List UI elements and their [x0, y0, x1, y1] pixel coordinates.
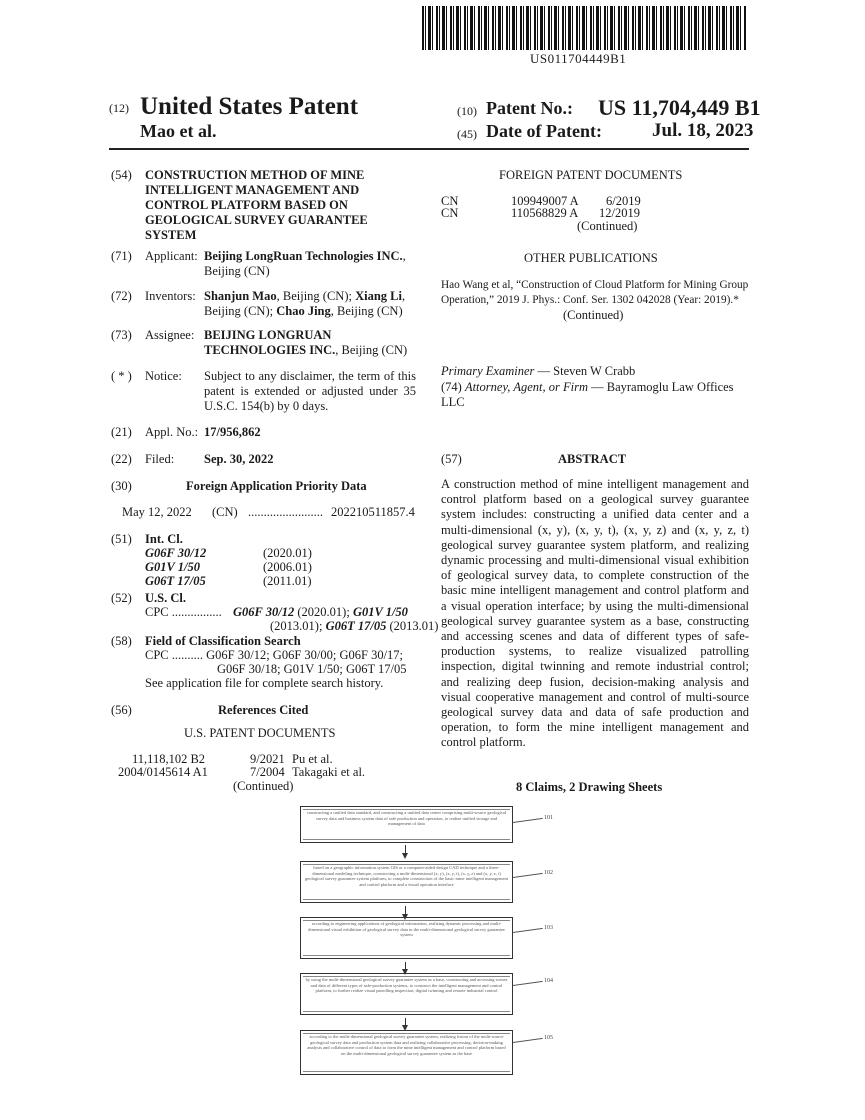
attorney-name: — Bayramoglu Law Offices LLC: [441, 380, 734, 409]
claims-summary: 8 Claims, 2 Drawing Sheets: [516, 780, 663, 794]
inventor-1-loc: , Beijing (CN);: [276, 289, 356, 303]
notice-label: Notice:: [145, 369, 182, 383]
code-51: (51): [111, 532, 132, 546]
int-cl-1: G06F 30/12: [145, 546, 207, 560]
inventor-3: Chao Jing: [276, 304, 331, 318]
attorney-label: Attorney, Agent, or Firm: [464, 380, 588, 394]
applicant-name: Beijing LongRuan Technologies INC.: [204, 249, 403, 263]
assignee-label: Assignee:: [145, 328, 195, 342]
ref-2-inventor: Takagaki et al.: [292, 765, 366, 779]
foreign-2-date: 12/2019: [599, 206, 640, 220]
int-cl-1-year: (2020.01): [263, 546, 312, 560]
foreign-1-cc: CN: [441, 194, 459, 208]
date-label: Date of Patent:: [486, 121, 602, 141]
ref-num-103: 103: [544, 925, 553, 931]
inventors-label: Inventors:: [145, 289, 196, 303]
code-54: (54): [111, 168, 132, 182]
arrow-down-icon: [405, 1018, 406, 1029]
us-cl-c3: G06T 17/05: [325, 619, 387, 633]
examiner-name: — Steven W Crabb: [534, 364, 636, 378]
examiner: [441, 364, 635, 379]
leader-line: [513, 928, 543, 933]
foreign-1-date: 6/2019: [606, 194, 641, 208]
other-pub-text: Hao Wang et al, “Construction of Cloud Platform for Mining Group Operation,” 2019 J. Phys.: Conf. Ser. 1302 042028 (Year: 2019).*: [441, 279, 749, 306]
int-cl-3-year: (2011.01): [263, 574, 312, 588]
us-cl-c1: G06F 30/12: [233, 605, 295, 619]
flow-box-105: according to the multi-dimensional geological survey guarantee system, realizing fusion of the multi-source geological survey data and production system data and realizing collaborative processing, decision-making analysis and collaborative control of data to form the mine intelligent management and control platform based on the multi-dimensional geological survey guarantee system as the base: [300, 1030, 513, 1075]
leader-line: [513, 818, 543, 823]
ref-num-105: 105: [544, 1035, 553, 1041]
flow-box-102: based on a geographic information system GIS or a computer-aided design CAD technique and a three-dimensional modeling technique, constructing a multi-dimensional (x, y), (x, y, t), (x, y, z) and (x, y, z, t) geological survey guarantee system platform, to complete construction of the basic mine intelligent management and control platform and a visual operation interface: [300, 861, 513, 903]
search-label: Field of Classification Search: [145, 634, 301, 648]
leader-line: [513, 1038, 543, 1043]
us-cl-line2: [270, 619, 438, 634]
us-cl-cpc: CPC ................: [145, 605, 222, 619]
flow-box-103: according to engineering applications of geological information, realizing dynamic processing and multi-dimensional visual exhibition of geological survey data in the multi-dimensional geological survey guarantee system: [300, 917, 513, 959]
invention-title: CONSTRUCTION METHOD OF MINE INTELLIGENT MANAGEMENT AND CONTROL PLATFORM BASED ON GEOLOGICAL SURVEY GUARANTEE SYSTEM: [145, 168, 368, 242]
int-cl-2-year: (2006.01): [263, 560, 312, 574]
us-cl-y1: (2020.01);: [294, 605, 353, 619]
inventor-1: Shanjun Mao: [204, 289, 277, 303]
barcode-number: US011704449B1: [530, 51, 627, 66]
us-cl-label: U.S. Cl.: [145, 591, 186, 605]
priority-number: 202210511857.4: [331, 505, 415, 519]
int-cl-2: G01V 1/50: [145, 560, 200, 574]
abstract-heading: ABSTRACT: [558, 452, 627, 466]
code-30: (30): [111, 479, 132, 493]
inventor-3-loc: , Beijing (CN): [330, 304, 403, 318]
assignee: [204, 328, 418, 358]
search-cpc: CPC .......... G06F 30/12; G06F 30/00; G06F 30/17;: [145, 648, 404, 662]
code-10: (10): [457, 104, 477, 118]
code-73: (73): [111, 328, 132, 342]
assignee-location: , Beijing (CN): [335, 343, 408, 357]
code-71: (71): [111, 249, 132, 263]
code-22: (22): [111, 452, 132, 466]
foreign-heading: FOREIGN PATENT DOCUMENTS: [499, 168, 683, 182]
search-line3: See application file for complete search history.: [145, 676, 384, 690]
other-pub-heading: OTHER PUBLICATIONS: [524, 251, 658, 265]
ref-num-102: 102: [544, 870, 553, 876]
ref-num-101: 101: [544, 815, 553, 821]
abstract-text: A construction method of mine intelligent management and control platform based on a geological survey guarantee system includes: constructing a unified data center and a multi-dimensional (x, y), (x, y, t), (x, y, z) and (x, y, z, t) geological survey guarantee system platform, and realizing dynamic processing and multi-dimensional visual exhibition of geological survey data, to complete construction of the basic mine intelligent management and control platform and a visual operation interface; by using the multi-dimensional geological survey guarantee system as a base, constructing and accessing scenes and data of different types of safe-production systems, to realize visualized patrolling inspection, digital twinning and remote industrial control; and realizing deep fusion, decision-making analysis and visual cooperative management and control of multi-source geological survey data and data of safe production and operation, to form the mine intelligent management and control platform.: [441, 477, 749, 750]
examiner-label: Primary Examiner: [441, 364, 535, 378]
authors: Mao et al.: [140, 121, 217, 141]
foreign-1-number: 109949007 A: [511, 194, 579, 208]
inventors: [204, 289, 418, 319]
doc-type: United States Patent: [140, 93, 359, 120]
ref-1-date: 9/2021: [250, 752, 285, 766]
leader-line: [513, 981, 543, 986]
code-57: (57): [441, 452, 462, 466]
foreign-2-number: 110568829 A: [511, 206, 579, 220]
attorney-code: (74): [441, 380, 465, 394]
filed-date: Sep. 30, 2022: [204, 452, 274, 466]
patent-date: Jul. 18, 2023: [652, 120, 754, 141]
code-45: (45): [457, 127, 477, 141]
us-cl-line1: [233, 605, 408, 620]
patent-no-label: Patent No.:: [486, 98, 573, 118]
code-52: (52): [111, 591, 132, 605]
us-patent-docs-heading: U.S. PATENT DOCUMENTS: [184, 726, 336, 740]
applicant: [204, 249, 414, 279]
assignee-name: BEIJING LONGRUAN TECHNOLOGIES INC.: [204, 328, 336, 357]
code-58: (58): [111, 634, 132, 648]
appl-no-label: Appl. No.:: [145, 425, 199, 439]
int-cl-label: Int. Cl.: [145, 532, 183, 546]
applicant-location: , Beijing (CN): [204, 249, 406, 278]
filed-label: Filed:: [145, 452, 175, 466]
notice-code: ( * ): [111, 369, 132, 383]
applicant-label: Applicant:: [145, 249, 198, 263]
references-heading: References Cited: [218, 703, 309, 717]
search-line2: G06F 30/18; G01V 1/50; G06T 17/05: [217, 662, 407, 676]
header-rule: [109, 148, 749, 150]
code-56: (56): [111, 703, 132, 717]
foreign-2-cc: CN: [441, 206, 459, 220]
ref-2-date: 7/2004: [250, 765, 285, 779]
patent-number: US 11,704,449 B1: [598, 95, 761, 120]
appl-no: 17/956,862: [204, 425, 261, 439]
priority-dots: ........................: [248, 505, 323, 519]
priority-country: (CN): [212, 505, 238, 519]
inventor-2: Xiang Li: [355, 289, 402, 303]
code-72: (72): [111, 289, 132, 303]
leader-line: [513, 873, 543, 878]
flow-box-101: constructing a unified data standard, and constructing a unified data center comprising multi-source geological survey data and business system data of safe production and operation, to realize unified storage and management of data: [300, 806, 513, 843]
us-cl-c2: G01V 1/50: [352, 605, 408, 619]
notice-text: Subject to any disclaimer, the term of this patent is extended or adjusted under 35 U.S.C. 154(b) by 0 days.: [204, 369, 416, 413]
arrow-down-icon: [405, 845, 406, 857]
int-cl-3: G06T 17/05: [145, 574, 206, 588]
ref-1-number: 11,118,102 B2: [132, 752, 206, 766]
barcode: [422, 6, 747, 50]
ref-2-number: 2004/0145614 A1: [118, 765, 208, 779]
code-12: (12): [109, 101, 129, 115]
attorney: [441, 380, 751, 410]
foreign-continued: (Continued): [577, 219, 638, 233]
code-21: (21): [111, 425, 132, 439]
ref-1-inventor: Pu et al.: [292, 752, 333, 766]
arrow-down-icon: [405, 962, 406, 973]
inventor-2-loc: , Beijing (CN);: [204, 289, 406, 318]
priority-date: May 12, 2022: [122, 505, 192, 519]
flow-box-104: by using the multi-dimensional geological survey guarantee system as a base, constructing and accessing scenes and data of different types of safe-production systems, to construct the intelligent management and control platform, to further realize visual patrolling inspection, digital twinning and remote industrial control: [300, 973, 513, 1015]
ref-num-104: 104: [544, 978, 553, 984]
references-continued: (Continued): [233, 779, 294, 793]
us-cl-y3: (2013.01): [386, 619, 439, 633]
other-pub-continued: (Continued): [563, 308, 624, 322]
us-cl-y2: (2013.01);: [270, 619, 326, 633]
priority-heading: Foreign Application Priority Data: [186, 479, 367, 493]
